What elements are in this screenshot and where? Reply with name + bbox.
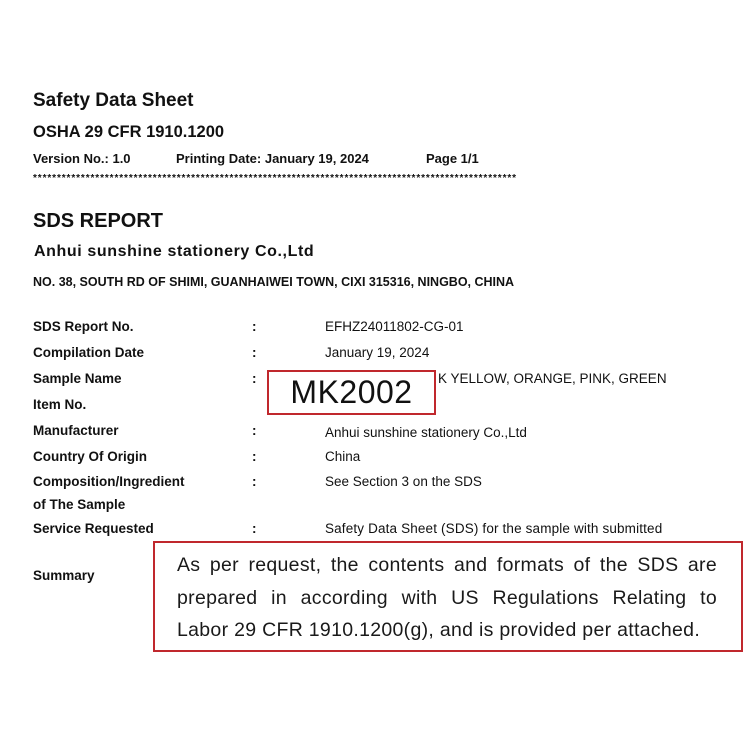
document-title: Safety Data Sheet <box>33 90 194 111</box>
label-manufacturer: Manufacturer <box>33 423 119 438</box>
page-number: Page 1/1 <box>426 151 479 166</box>
colon: : <box>252 521 257 536</box>
label-item-no: Item No. <box>33 397 87 412</box>
company-name: Anhui sunshine stationery Co.,Ltd <box>34 243 315 260</box>
version-number: Version No.: 1.0 <box>33 151 131 166</box>
report-title: SDS REPORT <box>33 210 164 232</box>
separator-line: ***************************************************************************************************** <box>33 173 517 184</box>
summary-line: As per request, the contents and formats of the SDS are <box>177 554 717 576</box>
document-meta <box>33 151 479 166</box>
colon: : <box>252 474 257 489</box>
label-report-no: SDS Report No. <box>33 319 134 334</box>
value-country-of-origin: China <box>325 449 361 464</box>
label-compilation-date: Compilation Date <box>33 345 145 360</box>
value-sample-name: K YELLOW, ORANGE, PINK, GREEN <box>438 371 667 386</box>
value-report-no: EFHZ24011802-CG-01 <box>325 319 464 334</box>
value-composition: See Section 3 on the SDS <box>325 474 482 489</box>
label-sample-name: Sample Name <box>33 371 122 386</box>
summary-line: prepared in according with US Regulations Relating to <box>177 586 717 609</box>
regulation-reference: OSHA 29 CFR 1910.1200 <box>33 123 225 141</box>
summary-highlight <box>153 541 743 652</box>
label-summary: Summary <box>33 568 95 583</box>
item-number-highlight <box>267 370 436 415</box>
label-service-requested: Service Requested <box>33 521 154 536</box>
label-country-of-origin: Country Of Origin <box>33 449 147 464</box>
value-compilation-date: January 19, 2024 <box>325 345 430 360</box>
value-manufacturer: Anhui sunshine stationery Co.,Ltd <box>325 425 527 440</box>
item-number-value: MK2002 <box>290 374 413 410</box>
colon: : <box>252 319 257 334</box>
colon: : <box>252 345 257 360</box>
label-composition-continued: of The Sample <box>33 497 126 512</box>
value-service-requested: Safety Data Sheet (SDS) for the sample with submitted <box>325 521 663 536</box>
label-composition: Composition/Ingredient <box>33 474 185 489</box>
summary-line: Labor 29 CFR 1910.1200(g), and is provided per attached. <box>177 619 701 641</box>
colon: : <box>252 423 257 438</box>
company-address: NO. 38, SOUTH RD OF SHIMI, GUANHAIWEI TOWN, CIXI 315316, NINGBO, CHINA <box>33 275 515 289</box>
colon: : <box>252 449 257 464</box>
colon: : <box>252 371 257 386</box>
printing-date: Printing Date: January 19, 2024 <box>176 151 369 166</box>
